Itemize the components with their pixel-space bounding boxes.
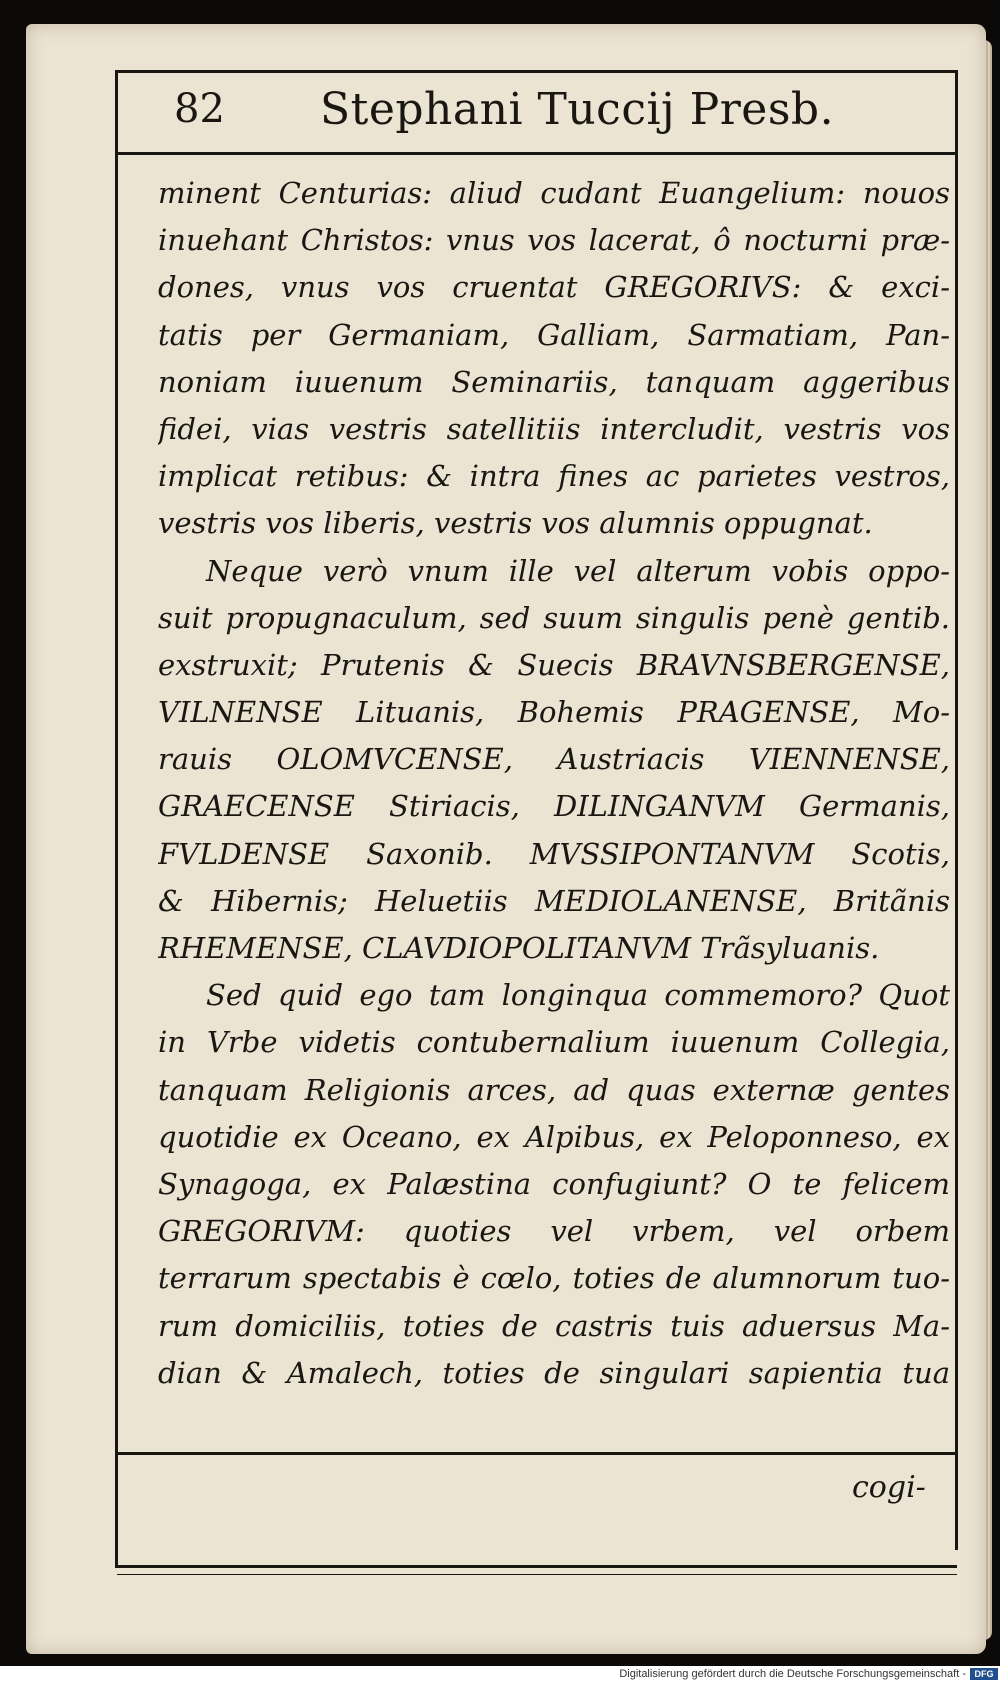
frame-rule-bottom-inner — [117, 1574, 957, 1575]
text-line: GREGORIVM: quoties vel vrbem, vel orbem — [158, 1214, 950, 1249]
running-title: Stephani Tuccij Presb. — [320, 84, 835, 135]
digitization-footer — [0, 1666, 1000, 1682]
body-text — [158, 170, 950, 1397]
text-line: exstruxit; Prutenis & Suecis BRAVNSBERGENSE, — [158, 647, 950, 682]
text-line: dones, vnus vos cruentat GREGORIVS: & exci- — [158, 270, 950, 305]
frame-rule-top — [117, 70, 957, 73]
text-line: tanquam Religionis arces, ad quas externæ gentes — [158, 1072, 950, 1107]
text-line: minent Centurias: aliud cudant Euangelium: nouos — [158, 176, 950, 210]
header-rule — [118, 152, 956, 155]
text-line: noniam iuuenum Seminariis, tanquam aggeribus — [158, 364, 950, 399]
frame-rule-right — [955, 70, 958, 1550]
catchword: cogi- — [852, 1470, 926, 1505]
text-line: & Hibernis; Heluetiis MEDIOLANENSE, Britãnis — [158, 883, 950, 918]
dfg-logo[interactable]: DFG — [970, 1668, 998, 1680]
text-line: vestris vos liberis, vestris vos alumnis oppugnat. — [158, 506, 873, 541]
text-line: Neque verò vnum ille vel alterum vobis oppo- — [206, 553, 950, 588]
text-line: tatis per Germaniam, Galliam, Sarmatiam, Pan- — [158, 317, 950, 352]
text-line: fidei, vias vestris satellitiis intercludit, vestris vos — [158, 411, 950, 446]
text-line: RHEMENSE, CLAVDIOPOLITANVM Trãsyluanis. — [158, 931, 880, 965]
frame-rule-bottom — [117, 1565, 957, 1568]
text-line: rum domiciliis, toties de castris tuis aduersus Ma- — [158, 1308, 950, 1343]
text-line: in Vrbe videtis contubernalium iuuenum Collegia, — [158, 1025, 950, 1060]
text-line: rauis OLOMVCENSE, Austriacis VIENNENSE, — [158, 742, 950, 777]
text-line: dian & Amalech, toties de singulari sapientia tua — [158, 1355, 950, 1390]
text-line: suit propugnaculum, sed suum singulis penè gentib. — [158, 600, 950, 635]
footer-rule — [118, 1452, 956, 1455]
running-head — [118, 84, 956, 144]
text-line: inuehant Christos: vnus vos lacerat, ô nocturni præ- — [158, 223, 950, 258]
text-line: FVLDENSE Saxonib. MVSSIPONTANVM Scotis, — [158, 836, 950, 871]
text-line: Synagoga, ex Palæstina confugiunt? O te felicem — [158, 1166, 950, 1201]
text-line: quotidie ex Oceano, ex Alpibus, ex Peloponneso, ex — [158, 1119, 950, 1154]
text-line: terrarum spectabis è cœlo, toties de alumnorum tuo- — [158, 1261, 950, 1296]
text-line: VILNENSE Lituanis, Bohemis PRAGENSE, Mo- — [158, 695, 950, 730]
text-line: implicat retibus: & intra fines ac parietes vestros, — [158, 459, 950, 494]
text-line: Sed quid ego tam longinqua commemoro? Quot — [206, 978, 950, 1013]
text-line: GRAECENSE Stiriacis, DILINGANVM Germanis, — [158, 789, 950, 824]
funding-credit: Digitalisierung gefördert durch die Deutsche Forschungsgemeinschaft - — [619, 1668, 966, 1680]
page-number: 82 — [174, 86, 225, 132]
frame-rule-left — [115, 70, 118, 1568]
